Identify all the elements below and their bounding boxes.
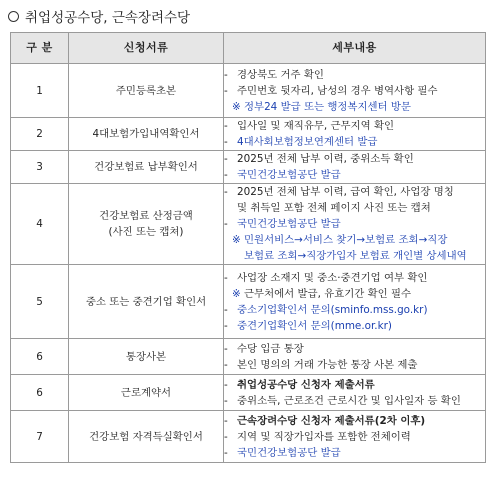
detail-text: 취업성공수당 신청자 제출서류 — [237, 378, 375, 391]
row-number: 4 — [11, 184, 69, 265]
detail-text: 주민번호 뒷자리, 남성의 경우 병역사항 필수 — [237, 84, 438, 97]
table-row — [11, 265, 486, 339]
detail-note — [224, 286, 485, 302]
row-number: 7 — [11, 411, 69, 463]
header-category: 구 분 — [11, 33, 69, 64]
detail-item — [224, 445, 485, 461]
detail-item — [224, 413, 485, 429]
detail-item — [224, 134, 485, 150]
detail-item — [224, 357, 485, 373]
detail-text: 입사일 및 재직유무, 근무지역 확인 — [237, 120, 395, 132]
table-header-row — [11, 33, 486, 64]
table-row — [11, 64, 486, 118]
dash-bullet: - — [224, 218, 228, 230]
detail-text: 4대사회보험정보연계센터 발급 — [237, 136, 378, 148]
detail-item — [224, 341, 485, 357]
table-row — [11, 118, 486, 151]
detail-text: 국민건강보험공단 발급 — [237, 169, 341, 181]
details-cell — [224, 184, 486, 265]
reference-mark-icon: ※ — [232, 234, 241, 246]
document-name-text: 4대보험가입내역확인서 — [92, 128, 200, 140]
document-name-text: 중소 또는 중견기업 확인서 — [85, 295, 207, 308]
table-row — [11, 151, 486, 184]
detail-text: 본인 명의의 거래 가능한 통장 사본 제출 — [237, 358, 418, 371]
row-number: 3 — [11, 151, 69, 184]
detail-text: 국민건강보험공단 발급 — [237, 446, 341, 459]
detail-item — [224, 151, 485, 167]
detail-text: 사업장 소재지 및 중소·중견기업 여부 확인 — [237, 271, 428, 284]
section-heading-text: 취업성공수당, 근속장려수당 — [25, 10, 191, 26]
row-number: 2 — [11, 118, 69, 151]
details-cell — [224, 64, 486, 118]
dash-bullet: - — [224, 430, 228, 443]
detail-item — [224, 377, 485, 393]
detail-item — [224, 184, 485, 200]
dash-bullet: - — [224, 358, 228, 371]
detail-item — [224, 393, 485, 409]
dash-bullet: - — [224, 319, 228, 332]
detail-item — [224, 302, 485, 318]
detail-text: 중견기업확인서 문의(mme.or.kr) — [237, 319, 392, 332]
dash-bullet: - — [224, 378, 228, 391]
detail-item — [224, 167, 485, 183]
row-number: 1 — [11, 64, 69, 118]
dash-bullet: - — [224, 446, 228, 459]
reference-mark-icon: ※ — [232, 287, 241, 300]
document-name-text: 건강보험료 납부확인서 — [94, 161, 198, 173]
detail-note — [224, 99, 485, 115]
table-row — [11, 184, 486, 265]
details-cell — [224, 265, 486, 339]
detail-item — [224, 429, 485, 445]
dash-bullet: - — [224, 186, 228, 198]
dash-bullet: - — [224, 136, 228, 148]
document-name-text: 근로계약서 — [120, 386, 172, 399]
detail-text: 중소기업확인서 문의(sminfo.mss.go.kr) — [237, 303, 428, 316]
details-cell — [224, 151, 486, 184]
detail-item — [224, 83, 485, 99]
detail-item — [224, 118, 485, 134]
dash-bullet: - — [224, 271, 228, 284]
detail-text: 근속장려수당 신청자 제출서류(2차 이후) — [237, 414, 426, 427]
row-number: 6 — [11, 339, 69, 375]
document-name-text: 통장사본 — [125, 350, 167, 363]
dash-bullet: - — [224, 84, 228, 97]
detail-text: 중위소득, 근로조건 근로시간 및 입사일자 등 확인 — [237, 394, 461, 407]
document-name — [69, 184, 224, 265]
circle-bullet-icon — [8, 11, 19, 22]
required-documents-table — [10, 32, 486, 463]
detail-text: 근무처에서 발급, 유효기간 확인 필수 — [244, 287, 412, 300]
detail-item — [224, 67, 485, 83]
detail-text: 경상북도 거주 확인 — [237, 68, 324, 81]
details-cell — [224, 375, 486, 411]
document-name — [69, 411, 224, 463]
detail-text-continued: 보험료 조회→직장가입자 보험료 개인별 상세내역 — [244, 250, 467, 262]
document-name — [69, 265, 224, 339]
dash-bullet: - — [224, 68, 228, 81]
document-name-subtext: (사진 또는 캡쳐) — [108, 226, 184, 238]
detail-note — [224, 232, 485, 248]
detail-text: 2025년 전체 납부 이력, 중위소득 확인 — [237, 153, 414, 165]
details-cell — [224, 339, 486, 375]
details-cell — [224, 118, 486, 151]
document-name — [69, 339, 224, 375]
dash-bullet: - — [224, 342, 228, 355]
detail-text: 2025년 전체 납부 이력, 급여 확인, 사업장 명칭 — [237, 186, 454, 198]
dash-bullet: - — [224, 153, 228, 165]
row-number: 5 — [11, 265, 69, 339]
detail-item — [224, 318, 485, 334]
dash-bullet: - — [224, 414, 228, 427]
dash-bullet: - — [224, 394, 228, 407]
document-name — [69, 118, 224, 151]
document-name — [69, 375, 224, 411]
detail-item — [224, 216, 485, 232]
detail-text: 정부24 발급 또는 행정복지센터 방문 — [244, 100, 411, 113]
table-row — [11, 375, 486, 411]
header-details: 세부내용 — [224, 33, 486, 64]
dash-bullet: - — [224, 303, 228, 316]
section-heading — [8, 6, 190, 26]
details-cell — [224, 411, 486, 463]
document-name-text: 주민등록초본 — [115, 84, 177, 97]
detail-text: 국민건강보험공단 발급 — [237, 218, 341, 230]
document-name-text: 건강보험료 산정금액 — [99, 210, 193, 222]
detail-text: 지역 및 직장가입자를 포함한 전체이력 — [237, 430, 411, 443]
reference-mark-icon: ※ — [232, 100, 241, 113]
document-name — [69, 64, 224, 118]
row-number: 6 — [11, 375, 69, 411]
document-name-text: 건강보험 자격득실확인서 — [89, 430, 203, 443]
dash-bullet: - — [224, 169, 228, 181]
table-row — [11, 411, 486, 463]
header-document: 신청서류 — [69, 33, 224, 64]
detail-text: 민원서비스→서비스 찾기→보험료 조회→직장 — [244, 234, 448, 246]
detail-text-continued: 및 취득일 포함 전체 페이지 사진 또는 캡쳐 — [237, 202, 431, 214]
table-row — [11, 339, 486, 375]
document-name — [69, 151, 224, 184]
detail-text: 수당 입금 통장 — [237, 342, 304, 355]
dash-bullet: - — [224, 120, 228, 132]
detail-item — [224, 270, 485, 286]
